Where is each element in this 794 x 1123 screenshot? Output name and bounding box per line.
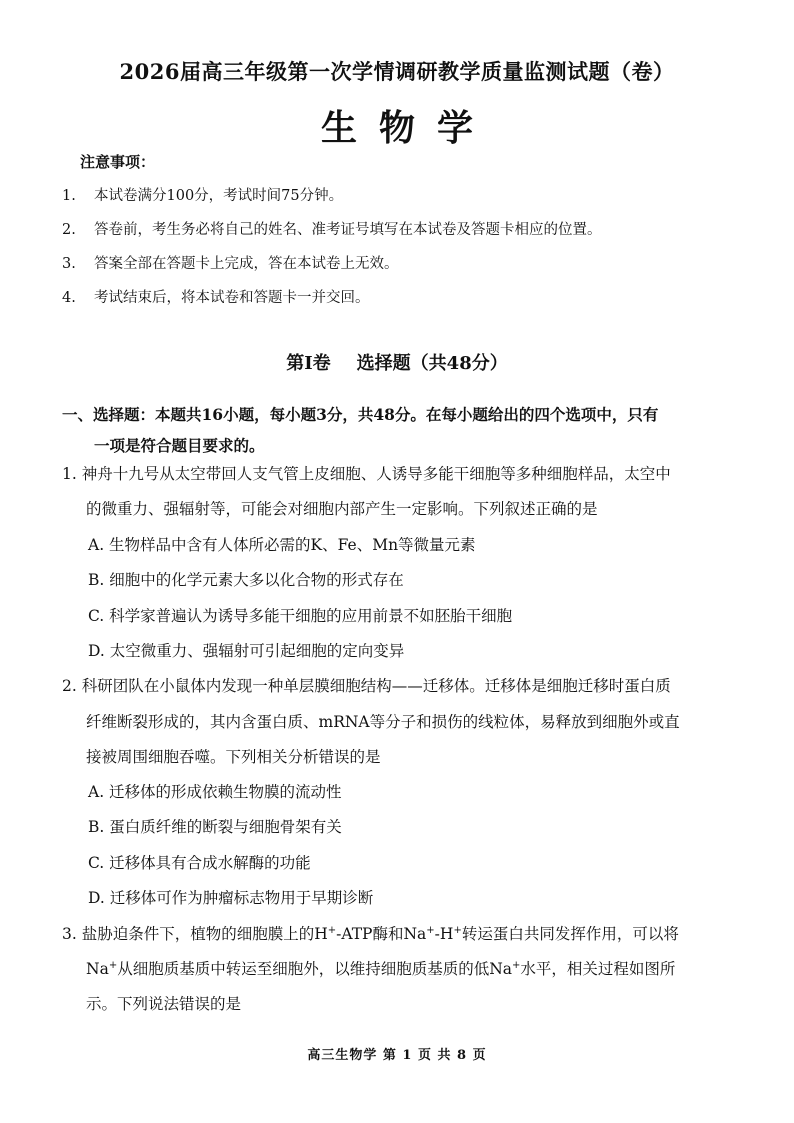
text-run: -H: [434, 925, 454, 943]
exam-title: 2026届高三年级第一次学情调研教学质量监测试题（卷）: [119, 59, 675, 84]
question-1-stem: 的微重力、强辐射等，可能会对细胞内部产生一定影响。下列叙述正确的是: [86, 500, 598, 518]
question-3-stem: [86, 957, 675, 979]
notice-item-text: 考试结束后，将本试卷和答题卡一并交回。: [94, 290, 370, 306]
text-run: 转运蛋白共同发挥作用，可以将: [461, 925, 679, 943]
question-1-option-d: D. 太空微重力、强辐射可引起细胞的定向变异: [88, 642, 405, 660]
notice-item: [62, 252, 399, 273]
notice-item-number: 2.: [62, 222, 76, 238]
question-2-option-a: A. 迁移体的形成依赖生物膜的流动性: [88, 783, 342, 801]
notice-item: [62, 286, 370, 307]
notice-item-number: 4.: [62, 290, 76, 306]
text-run: -ATP酶和Na: [336, 925, 427, 943]
page-footer: 高三生物学 第 1 页 共 8 页: [307, 1048, 487, 1063]
question-2-stem: 纤维断裂形成的，其内含蛋白质、mRNA等分子和损伤的线粒体，易释放到细胞外或直: [86, 713, 680, 731]
notice-heading: 注意事项：: [80, 153, 156, 171]
question-3-stem: 示。下列说法错误的是: [86, 995, 242, 1013]
section-part: 第I卷: [286, 353, 331, 374]
section-title: [0, 349, 794, 375]
text-run: 水平，相关过程如图所: [520, 960, 676, 978]
notice-item-number: 3.: [62, 256, 76, 272]
notice-item-number: 1.: [62, 188, 76, 204]
notice-item-text: 答案全部在答题卡上完成，答在本试卷上无效。: [94, 256, 399, 272]
part-instructions-line: 一项是符合题目要求的。: [94, 436, 265, 455]
section-name: 选择题（共48分）: [356, 353, 508, 374]
notice-item-text: 答卷前，考生务必将自己的姓名、准考证号填写在本试卷及答题卡相应的位置。: [94, 222, 602, 238]
part-instructions: [62, 399, 742, 461]
notice-item: [62, 184, 343, 205]
superscript: +: [426, 924, 435, 936]
notice-item-text: 本试卷满分100分，考试时间75分钟。: [94, 188, 344, 204]
question-2-option-c: C. 迁移体具有合成水解酶的功能: [88, 854, 311, 872]
question-1-option-a: A. 生物样品中含有人体所必需的K、Fe、Mn等微量元素: [88, 536, 476, 554]
text-run: 3. 盐胁迫条件下，植物的细胞膜上的H: [62, 925, 328, 943]
subject-title: 生物学: [320, 107, 495, 149]
question-1-option-c: C. 科学家普遍认为诱导多能干细胞的应用前景不如胚胎干细胞: [88, 607, 513, 625]
superscript: +: [108, 959, 118, 971]
text-run: Na: [86, 960, 109, 978]
text-run: 从细胞质基质中转运至细胞外，以维持细胞质基质的低Na: [117, 960, 513, 978]
question-3-stem: [62, 922, 679, 944]
question-2-stem: 接被周围细胞吞噬。下列相关分析错误的是: [86, 748, 381, 766]
question-1-stem: 1. 神舟十九号从太空带回人支气管上皮细胞、人诱导多能干细胞等多种细胞样品，太空中: [62, 465, 671, 483]
superscript: +: [512, 959, 521, 971]
notice-item: [62, 218, 602, 239]
question-2-option-d: D. 迁移体可作为肿瘤标志物用于早期诊断: [88, 889, 374, 907]
question-1-option-b: B. 细胞中的化学元素大多以化合物的形式存在: [88, 571, 404, 589]
superscript: +: [327, 924, 337, 936]
superscript: +: [453, 924, 462, 936]
question-2-stem: 2. 科研团队在小鼠体内发现一种单层膜细胞结构——迁移体。迁移体是细胞迁移时蛋白质: [62, 677, 671, 695]
question-2-option-b: B. 蛋白质纤维的断裂与细胞骨架有关: [88, 818, 342, 836]
part-instructions-line: 一、选择题：本题共16小题，每小题3分，共48分。在每小题给出的四个选项中，只有: [62, 405, 659, 424]
